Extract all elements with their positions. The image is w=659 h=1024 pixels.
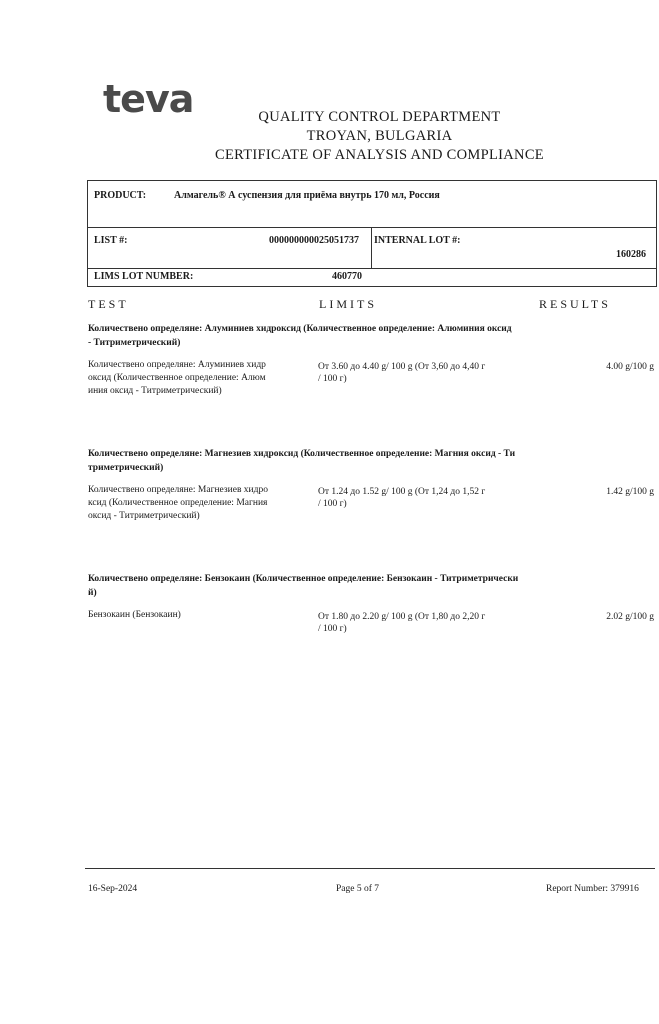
group-title-line: триметрический) (88, 463, 164, 473)
group-title-line: - Титриметрический) (88, 338, 181, 348)
column-test: TEST (88, 297, 129, 311)
test-name (88, 609, 298, 622)
column-results: RESULTS (539, 297, 611, 311)
column-limits: LIMITS (319, 297, 377, 311)
product-label: PRODUCT: (94, 190, 147, 201)
test-name-line: оксид - Титриметрический) (88, 511, 200, 521)
teva-logo: teva (103, 77, 194, 121)
internal-lot-value: 160286 (616, 249, 646, 260)
limit-line: От 1.80 до 2.20 g/ 100 g (От 1,80 до 2,20 г (318, 612, 486, 622)
lims-box (87, 269, 657, 287)
test-name-line: Количествено определяне: Алуминиев хидр (88, 360, 266, 370)
test-name-line: иния оксид - Титриметрический) (88, 386, 222, 396)
list-divider (371, 228, 372, 268)
limit-line: От 3.60 до 4.40 g/ 100 g (От 3,60 до 4,40 г (318, 362, 486, 372)
test-name-line: Количествено определяне: Магнезиев хидро (88, 485, 268, 495)
test-limit (318, 361, 533, 385)
test-limit (318, 611, 533, 635)
group-title-line: й) (88, 588, 97, 598)
group-title-line: Количествено определяне: Магнезиев хидроксид (Количественное определение: Магния оксид - Ти (88, 449, 516, 459)
test-group-title (88, 447, 578, 475)
test-name (88, 484, 298, 523)
product-value: Алмагель® А суспензия для приёма внутрь 170 мл, Россия (174, 190, 440, 201)
test-name-line: Бензокаин (Бензокаин) (88, 610, 181, 620)
group-title-line: Количествено определяне: Бензокаин (Количественное определение: Бензокаин - Титриметрически (88, 574, 519, 584)
footer-page-number: Page 5 of 7 (336, 884, 380, 894)
test-name (88, 359, 298, 398)
department-title: QUALITY CONTROL DEPARTMENT (258, 109, 501, 125)
test-group-title (88, 322, 578, 350)
footer-report-number: Report Number: 379916 (546, 884, 639, 894)
limit-line: От 1.24 до 1.52 g/ 100 g (От 1,24 до 1,52 г (318, 487, 486, 497)
test-name-line: оксид (Количественное определение: Алюм (88, 373, 266, 383)
test-result: 1.42 g/100 g (606, 487, 654, 497)
lims-label: LIMS LOT NUMBER: (94, 271, 194, 282)
list-value: 000000000025051737 (269, 235, 359, 246)
group-title-line: Количествено определяне: Алуминиев хидроксид (Количественное определение: Алюминия оксид (88, 324, 512, 334)
list-label: LIST #: (94, 235, 128, 246)
lims-value: 460770 (332, 271, 362, 282)
limit-line: / 100 г) (318, 624, 347, 634)
certificate-title: CERTIFICATE OF ANALYSIS AND COMPLIANCE (215, 147, 544, 163)
list-box (87, 228, 657, 269)
internal-lot-label: INTERNAL LOT #: (374, 235, 461, 246)
test-group-title (88, 572, 578, 600)
limit-line: / 100 г) (318, 374, 347, 384)
test-result: 4.00 g/100 g (606, 362, 654, 372)
location-title: TROYAN, BULGARIA (306, 128, 453, 144)
footer-date: 16-Sep-2024 (88, 884, 138, 894)
test-name-line: ксид (Количественное определение: Магния (88, 498, 268, 508)
test-result: 2.02 g/100 g (606, 612, 654, 622)
test-limit (318, 486, 533, 510)
footer-divider (85, 868, 655, 869)
product-box (87, 180, 657, 228)
limit-line: / 100 г) (318, 499, 347, 509)
